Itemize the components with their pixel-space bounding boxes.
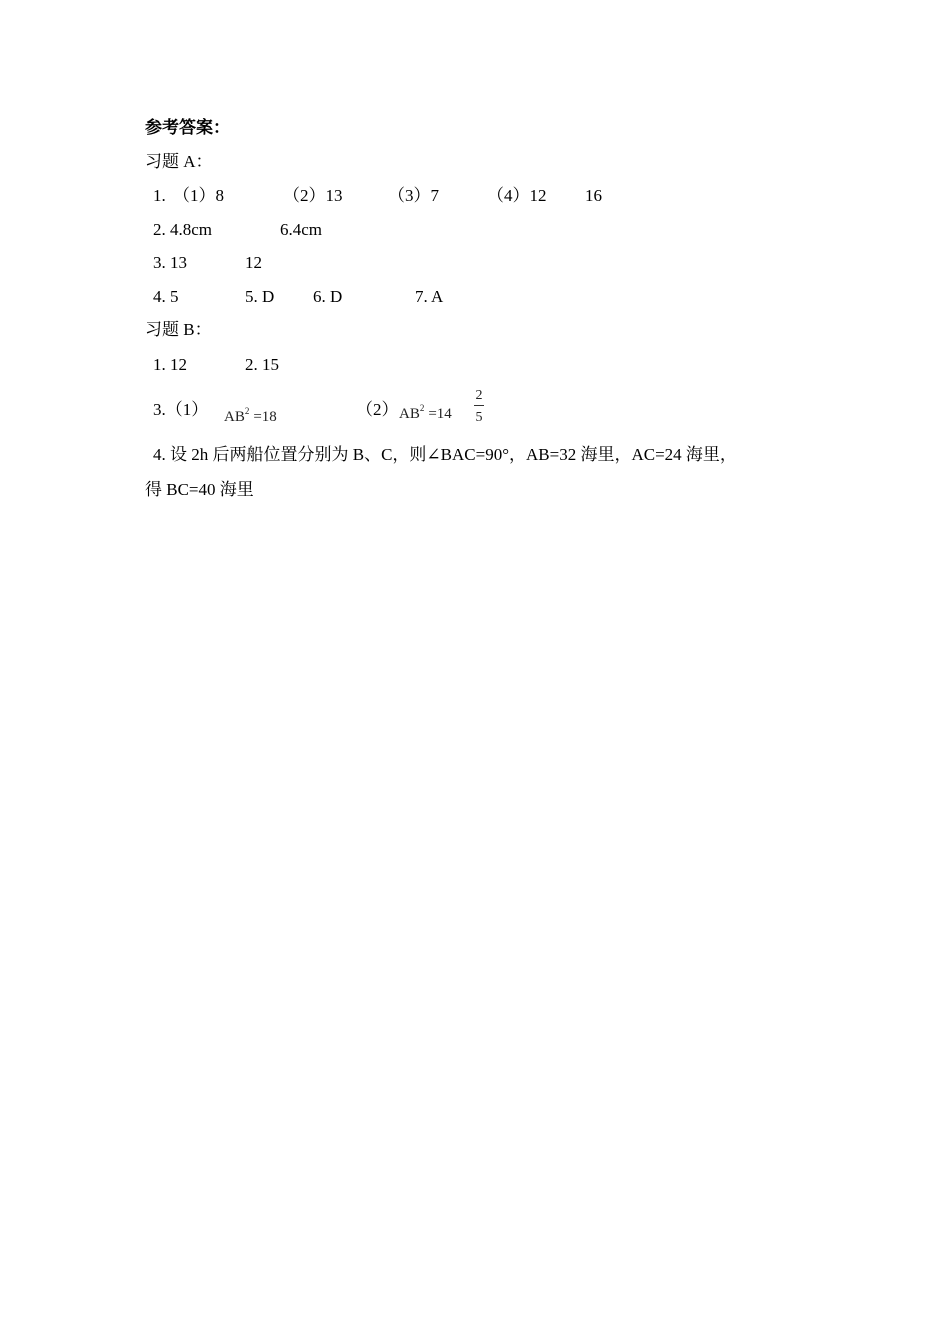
answer-part-1: 4. 5 — [153, 287, 179, 306]
formula-exponent: 2 — [244, 406, 250, 416]
section-a-title: 习题 A： — [145, 152, 213, 171]
answer-row-b1 — [153, 355, 853, 375]
answer-row-a3 — [153, 253, 853, 273]
answer-heading: 参考答案： — [145, 118, 230, 137]
answer-row-b3 — [153, 388, 853, 430]
formula-base: AB — [224, 409, 245, 425]
answer-part-2-label: （2） — [356, 400, 399, 419]
question-number: 3.（1） — [153, 400, 209, 419]
fraction-bar — [474, 405, 484, 406]
answer-b4-line1: 4. 设 2h 后两船位置分别为 B、C，则∠BAC=90°，AB=32 海里，AC=24 海里， — [153, 445, 737, 464]
answer-part-4b: 16 — [585, 186, 602, 205]
answer-part-4: 7. A — [415, 287, 444, 306]
answer-part-2: 5. D — [245, 287, 275, 306]
formula-exponent: 2 — [419, 403, 425, 413]
answer-part-2: （2）13 — [283, 186, 343, 205]
formula-1 — [224, 401, 277, 427]
answer-part-2: 6.4cm — [280, 220, 323, 239]
question-number: 1. — [153, 186, 166, 205]
fraction-numerator: 2 — [475, 388, 483, 403]
answer-b4-line2: 得 BC=40 海里 — [145, 480, 254, 499]
answer-row-a2 — [153, 220, 853, 240]
answer-part-2: 12 — [245, 253, 262, 272]
answer-part-1: 2. 4.8cm — [153, 220, 213, 239]
formula-rhs: =14 — [428, 406, 452, 422]
answer-part-3: （3）7 — [388, 186, 439, 205]
answer-row-a1 — [153, 186, 853, 206]
formula-base: AB — [399, 406, 420, 422]
answer-part-3: 6. D — [313, 287, 343, 306]
answer-part-1: 3. 13 — [153, 253, 187, 272]
answer-part-1: 1. 12 — [153, 355, 187, 374]
answer-row-a4 — [153, 287, 853, 307]
section-b-title: 习题 B： — [145, 320, 212, 339]
fraction-denominator: 5 — [475, 410, 483, 425]
formula-rhs: =18 — [253, 409, 277, 425]
formula-2 — [399, 398, 452, 424]
answer-part-1: （1）8 — [173, 186, 224, 205]
answer-part-2: 2. 15 — [245, 355, 279, 374]
answer-part-4: （4）12 — [487, 186, 547, 205]
